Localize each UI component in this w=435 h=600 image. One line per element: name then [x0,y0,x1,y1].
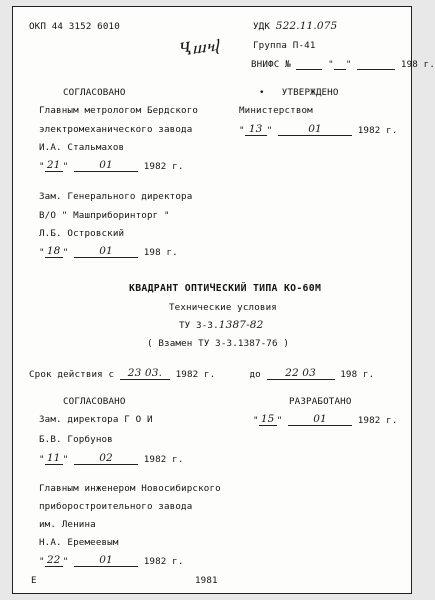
validity-from: 23 03. [120,368,170,380]
metrologist-line-2: электромеханического завода [39,124,193,135]
metrologist-month: 01 [74,160,138,172]
approved-day: 13 [245,124,267,136]
deputy-date: " 18 " 01 198 г. [39,245,178,258]
engineer-month: 01 [74,555,138,567]
metrologist-date: " 21 " 01 1982 г. [39,159,184,172]
validity-label: Срок действия с [29,369,115,380]
engineer-line-3: им. Ленина [39,519,96,530]
tu-number-line [179,320,263,331]
agreed-heading-2: СОГЛАСОВАНО [63,396,126,407]
metrologist-day: 21 [45,160,63,172]
tu-number: 1387-82 [218,319,264,331]
engineer-date: " 22 " 01 1982 г. [39,554,184,567]
agreed-heading-1: СОГЛАСОВАНО [63,87,126,98]
validity-to-label: до [249,369,261,380]
validity-to-year: 198 г. [340,369,375,380]
goi-day: 11 [45,453,63,465]
udk-value: 522.11.075 [275,20,338,32]
approved-date: " 13 " 01 1982 г. [239,123,398,136]
okp-code: ОКП 44 3152 6010 [29,21,120,32]
deputy-line-1: Зам. Генерального директора [39,191,193,202]
metrologist-name: И.А. Стальмахов [39,142,125,153]
validity-to: 22 03 [267,368,335,380]
metrologist-year: 1982 г. [143,161,184,172]
engineer-name: Н.А. Еремеевым [39,537,119,548]
metrologist-line-1: Главным метрологом Бердского [39,105,199,116]
developed-month: 01 [288,414,352,426]
approved-line-1: Министерством [239,105,313,116]
deputy-line-2: В/О " Машприборинторг " [39,210,170,221]
deputy-year: 198 г. [143,247,178,258]
deputy-name: Л.Б. Островский [39,228,125,239]
vnifs-label: ВНИФС № [251,59,291,70]
deputy-month: 01 [74,246,138,258]
validity-from-year: 1982 г. [175,369,216,380]
vnifs-line: ВНИФС № " " 198 г. [251,59,435,70]
document-title: КВАДРАНТ ОПТИЧЕСКИЙ ТИПА КО-60М [129,283,322,294]
goi-year: 1982 г. [143,454,184,465]
engineer-line-2: приборостроительного завода [39,501,193,512]
goi-line-1: Зам. директора Г О И [39,414,153,425]
goi-month: 02 [74,453,138,465]
document-page [12,6,435,594]
deputy-day: 18 [45,246,63,258]
tu-prefix: ТУ 3-3. [179,320,219,331]
footer-letter: Е [31,575,37,586]
developed-year: 1982 г. [357,415,398,426]
replaces-line: ( Взамен ТУ 3-3.1387-76 ) [147,338,290,349]
engineer-line-1: Главным инженером Новосибирского [39,483,221,494]
engineer-year: 1982 г. [143,556,184,567]
developed-day: 15 [259,414,277,426]
signature-mark: Ⴁⴍⴏ [177,36,221,60]
vnifs-year: 198 г. [400,59,435,70]
approved-bullet: • [259,87,265,98]
group-value: П-41 [292,40,316,51]
engineer-day: 22 [45,555,63,567]
udk-line [253,21,337,32]
goi-date: " 11 " 02 1982 г. [39,452,184,465]
group-label: Группа [253,40,288,51]
validity-line [29,368,374,380]
footer-year: 1981 [195,575,218,586]
developed-date: " 15 " 01 1982 г. [253,413,398,426]
developed-heading: РАЗРАБОТАНО [289,396,352,407]
approved-heading: • УТВЕРЖДЕНО [259,87,339,98]
group-line [253,40,316,51]
udk-label: УДК [253,21,271,32]
goi-name: Б.В. Горбунов [39,434,113,445]
approved-month: 01 [278,124,352,136]
approved-year: 1982 г. [357,125,398,136]
document-subtitle: Технические условия [169,302,277,313]
